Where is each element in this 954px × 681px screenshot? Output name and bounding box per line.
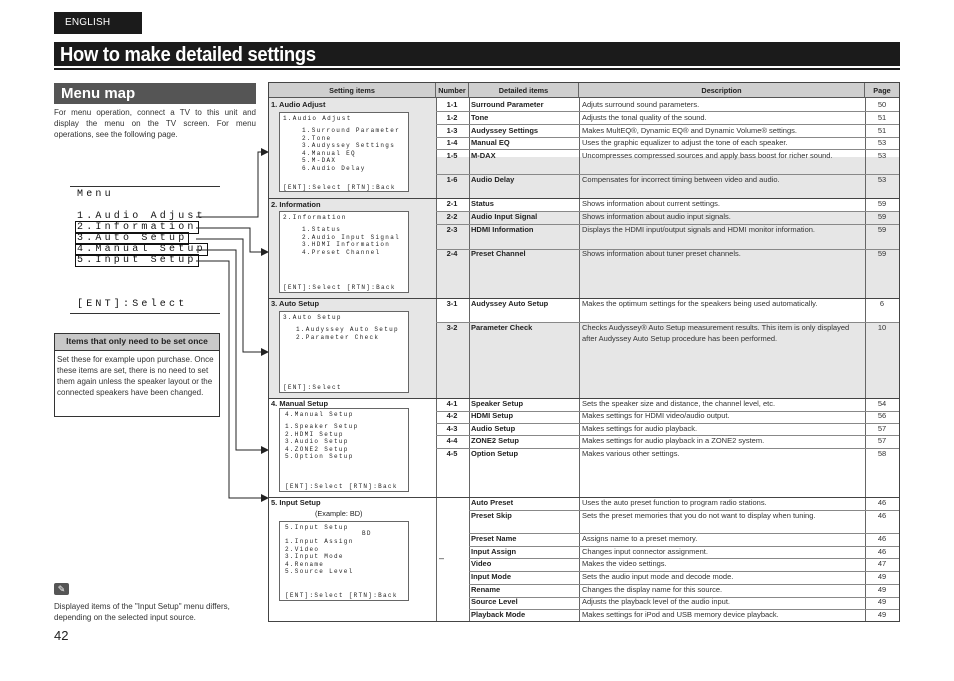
row-page: 59: [877, 249, 887, 258]
row-item: Audio Delay: [471, 175, 515, 184]
screen-line: 1.Surround Parameter: [302, 127, 401, 134]
screen-line: 3.Audyssey Settings: [302, 142, 396, 149]
row-item: ZONE2 Setup: [471, 436, 519, 445]
row-number: 2-4: [446, 249, 458, 258]
row-page: 46: [877, 534, 887, 543]
menu-item-input-setup-label: 5.Input Setup: [77, 255, 197, 266]
row-page: 50: [877, 100, 887, 109]
row-number: 4-2: [446, 411, 458, 420]
row-description: Makes settings for HDMI video/audio output.: [582, 411, 730, 420]
set-once-text: Set these for example upon purchase. Once these items are set, there is no need to set them again unless the speaker layout or the connected speakers have been changed.: [57, 354, 214, 398]
row-item: Audyssey Auto Setup: [471, 299, 549, 308]
screen-line: 6.Audio Delay: [302, 164, 366, 172]
menu-screen-title: Menu: [77, 189, 114, 200]
row-description: Sets the speaker size and distance, the channel level, etc.: [582, 399, 776, 408]
row-page: 51: [877, 113, 887, 122]
row-description: Checks Audyssey® Auto Setup measurement results. This item is only displayed after Audyssey Auto Setup procedure has been performed.: [582, 323, 850, 343]
row-item: HDMI Setup: [471, 411, 514, 420]
menu-screen-top-rule: [70, 186, 220, 187]
row-number: 1-2: [446, 113, 458, 122]
page-title: How to make detailed settings: [60, 44, 316, 66]
row-item: HDMI Information: [471, 225, 534, 234]
row-description: Uses the auto preset function to program radio stations.: [582, 498, 767, 507]
screen-manual-setup: [279, 408, 409, 492]
row-description: Makes settings for audio playback in a ZONE2 system.: [582, 436, 765, 445]
row-divider: [436, 111, 899, 112]
row-description: Makes settings for iPod and USB memory device playback.: [582, 610, 779, 619]
screen-line: 1.Speaker Setup: [285, 423, 359, 430]
title-divider: [54, 68, 900, 70]
row-page: 53: [877, 138, 887, 147]
screen-title: 5.Input Setup: [285, 524, 349, 531]
row-description: Changes the display name for this source.: [582, 585, 723, 594]
row-page: 59: [877, 225, 887, 234]
section-title-audio-adjust: 1. Audio Adjust: [271, 100, 326, 109]
section-title-input-setup: 5. Input Setup: [271, 498, 321, 507]
screen-line: 4.Preset Channel: [302, 248, 381, 256]
row-item: Status: [471, 199, 494, 208]
row-page: 56: [877, 411, 887, 420]
menu-item-information-label: 2.Information: [77, 222, 197, 233]
row-number: 1-4: [446, 138, 458, 147]
row-description: Sets the audio input mode and decode mode.: [582, 572, 734, 581]
screen-footer: [ENT]:Select [RTN]:Back: [285, 592, 398, 599]
row-description: Shows information about current settings.: [582, 199, 720, 208]
intro-text: For menu operation, connect a TV to this unit and display the menu on the TV screen. For menu operations, see the following page.: [54, 108, 256, 139]
header-detailed-items: Detailed items: [469, 83, 579, 98]
row-number: 2-2: [446, 212, 458, 221]
row-page: 49: [877, 572, 887, 581]
row-page: 51: [877, 126, 887, 135]
page-number: 42: [54, 628, 69, 643]
row-page: 53: [877, 151, 887, 160]
section-title-auto-setup: 3. Auto Setup: [271, 299, 320, 308]
input-setup-example-label: (Example: BD): [315, 509, 363, 518]
row-item: M-DAX: [471, 151, 496, 160]
menu-item-auto-setup-label: 3.Auto Setup: [77, 233, 188, 244]
row-number: 2-1: [446, 199, 458, 208]
screen-footer: [ENT]:Select [RTN]:Back: [283, 184, 396, 191]
col-divider-2: [469, 98, 470, 621]
row-page: 46: [877, 498, 887, 507]
row-number: 4-3: [446, 424, 458, 433]
row-description: Shows information about tuner preset channels.: [582, 249, 741, 258]
screen-footer: [ENT]:Select [RTN]:Back: [283, 284, 396, 291]
row-description: Makes various other settings.: [582, 449, 680, 458]
row-item: Speaker Setup: [471, 399, 524, 408]
row-page: 10: [877, 323, 887, 332]
row-description: Uncompresses compressed sources and apply bass boost for richer sound.: [582, 151, 833, 160]
row-item: Rename: [471, 585, 501, 594]
row-page: 47: [877, 559, 887, 568]
row-item: Preset Channel: [471, 249, 526, 258]
row-page: 49: [877, 585, 887, 594]
row-item: Input Mode: [471, 572, 511, 581]
row-description: Adjuts surround sound parameters.: [582, 100, 700, 109]
row-page: 57: [877, 436, 887, 445]
header-page: Page: [865, 83, 899, 98]
screen-line: 4.Rename: [285, 560, 325, 568]
screen-line: 1.Input Assign: [285, 538, 354, 545]
screen-title: 4.Manual Setup: [285, 411, 354, 418]
col-divider-4: [865, 98, 866, 621]
set-once-box: [54, 333, 220, 417]
screen-line: 4.Manual EQ: [302, 149, 356, 157]
screen-line: 2.HDMI Setup: [285, 430, 344, 438]
row-number: 1-3: [446, 126, 458, 135]
screen-input-setup: [279, 521, 409, 601]
menu-screen-footer: [ENT]:Select: [77, 299, 188, 310]
note-text: Displayed items of the "Input Setup" menu differs, depending on the selected input source.: [54, 602, 230, 623]
row-description: Displays the HDMI input/output signals and HDMI monitor information.: [582, 225, 816, 234]
header-description: Description: [579, 83, 865, 98]
row-item: Option Setup: [471, 449, 519, 458]
row-number: 4-4: [446, 436, 458, 445]
screen-line: 2.Parameter Check: [296, 333, 380, 341]
row-page: 49: [877, 597, 887, 606]
row-divider: [436, 124, 899, 125]
screen-auto-setup: [279, 311, 409, 393]
main-menu-screen: [70, 186, 220, 314]
note-pencil-icon: ✎: [54, 583, 69, 595]
row-page: 46: [877, 511, 887, 520]
screen-title: 2.Information: [283, 214, 347, 221]
row-item: Audio Setup: [471, 424, 516, 433]
row-description: Sets the preset memories that you do not want to display when tuning.: [582, 511, 816, 520]
set-once-title: Items that only need to be set once: [55, 334, 219, 351]
row-description: Adjusts the tonal quality of the sound.: [582, 113, 707, 122]
row-number: 4-5: [446, 449, 458, 458]
screen-audio-adjust: [279, 112, 409, 192]
col-divider-3: [579, 98, 580, 621]
row-number: 4-1: [446, 399, 458, 408]
screen-line: 1.Audyssey Auto Setup: [296, 326, 399, 333]
row-number: 1-1: [446, 100, 458, 109]
screen-line: 3.Audio Setup: [285, 438, 349, 445]
row-item: Surround Parameter: [471, 100, 544, 109]
screen-title: 3.Auto Setup: [283, 314, 342, 321]
row-description: Assigns name to a preset memory.: [582, 534, 698, 543]
screen-footer: [ENT]:Select: [283, 384, 342, 391]
menu-item-audio-adjust: 1.Audio Adjust: [77, 211, 206, 222]
section-title-information: 2. Information: [271, 200, 321, 209]
row-number: 1-6: [446, 175, 458, 184]
row-description: Makes the video settings.: [582, 559, 667, 568]
row-page: 6: [879, 299, 885, 308]
row-item: Tone: [471, 113, 489, 122]
menu-map-table: [268, 82, 900, 622]
screen-line: 4.ZONE2 Setup: [285, 445, 349, 453]
language-tab: ENGLISH: [54, 12, 142, 34]
header-number: Number: [436, 83, 469, 98]
row-page: 57: [877, 424, 887, 433]
row-page: 46: [877, 547, 887, 556]
header-setting-items: Setting items: [269, 83, 436, 98]
row-page: 58: [877, 449, 887, 458]
screen-footer: [ENT]:Select [RTN]:Back: [285, 483, 398, 490]
row-item: Source Level: [471, 597, 518, 606]
row-number: 1-5: [446, 151, 458, 160]
screen-information: [279, 211, 409, 293]
screen-line: 3.HDMI Information: [302, 241, 391, 248]
screen-line: 2.Video: [285, 545, 320, 553]
menu-screen-bottom-rule: [70, 313, 220, 314]
menu-item-manual-setup-label: 4.Manual Setup: [77, 244, 206, 255]
row-description: Uses the graphic equalizer to adjust the tone of each speaker.: [582, 138, 788, 147]
screen-line: 3.Input Mode: [285, 553, 344, 560]
row-description: Makes MultEQ®, Dynamic EQ® and Dynamic Volume® settings.: [582, 126, 797, 135]
row-page: 59: [877, 199, 887, 208]
row-item: Parameter Check: [471, 323, 533, 332]
row-page: 53: [877, 175, 887, 184]
row-item: Auto Preset: [471, 498, 514, 507]
screen-line: 2.Audio Input Signal: [302, 233, 401, 241]
row-divider: [436, 149, 899, 150]
input-setup-number-dash: –: [439, 553, 445, 563]
row-page: 54: [877, 399, 887, 408]
row-number: 2-3: [446, 225, 458, 234]
row-number: 3-1: [446, 299, 458, 308]
menu-map-heading: Menu map: [54, 83, 256, 104]
row-item: Audio Input Signal: [471, 212, 538, 221]
row-item: Preset Name: [471, 534, 517, 543]
row-page: 59: [877, 212, 887, 221]
screen-line: 5.Source Level: [285, 568, 354, 575]
screen-line: 5.Option Setup: [285, 453, 354, 460]
menu-item-input-setup: [77, 255, 199, 266]
row-description: Compensates for incorrect timing between video and audio.: [582, 175, 780, 184]
screen-line: 5.M-DAX: [302, 157, 337, 164]
screen-line: 2.Tone: [302, 134, 332, 142]
screen-source: BD: [362, 530, 372, 537]
row-description: Adjusts the playback level of the audio input.: [582, 597, 731, 606]
section-title-manual-setup: 4. Manual Setup: [271, 399, 329, 408]
row-item: Manual EQ: [471, 138, 510, 147]
row-page: 49: [877, 610, 887, 619]
row-number: 3-2: [446, 323, 458, 332]
row-description: Makes settings for audio playback.: [582, 424, 698, 433]
row-description: Shows information about audio input signals.: [582, 212, 731, 221]
row-item: Video: [471, 559, 492, 568]
screen-title: 1.Audio Adjust: [283, 115, 352, 122]
row-description: Changes input connector assignment.: [582, 547, 708, 556]
row-item: Audyssey Settings: [471, 126, 539, 135]
row-item: Preset Skip: [471, 511, 512, 520]
row-description: Makes the optimum settings for the speakers being used automatically.: [582, 299, 818, 308]
row-item: Playback Mode: [471, 610, 526, 619]
screen-line: 1.Status: [302, 226, 342, 233]
row-item: Input Assign: [471, 547, 517, 556]
